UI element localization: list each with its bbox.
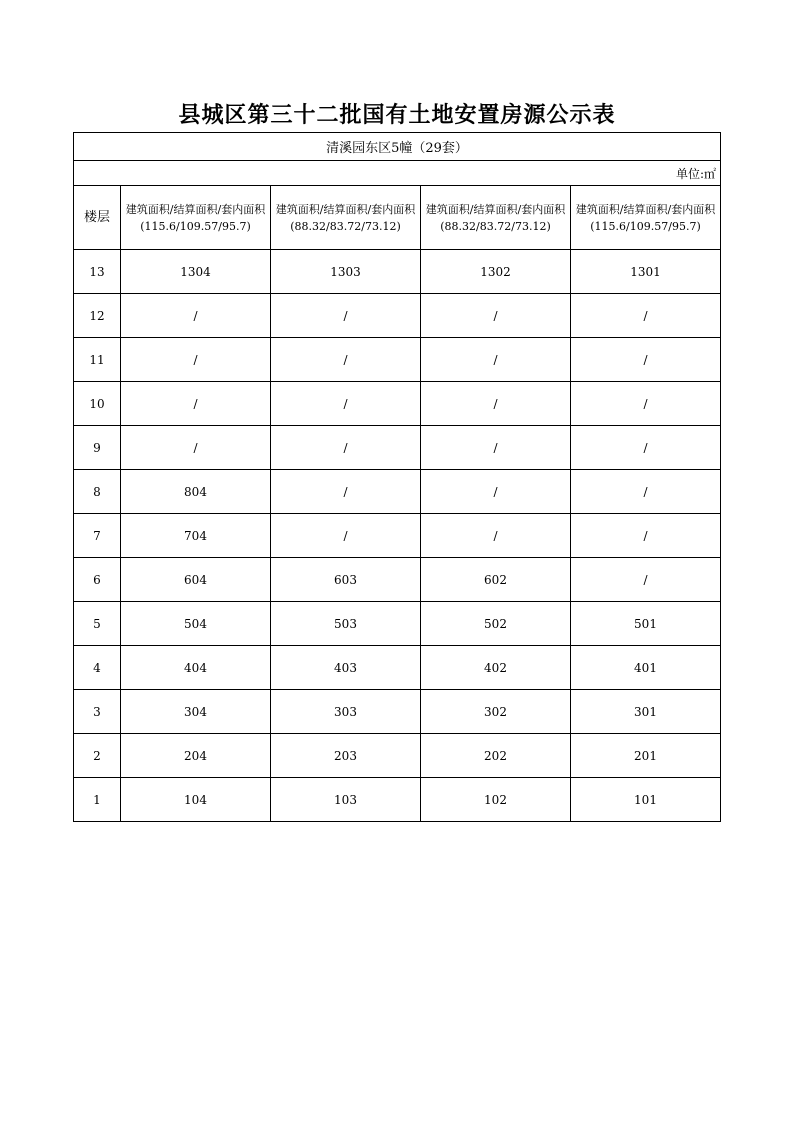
table-row bbox=[74, 294, 721, 338]
table-row bbox=[74, 734, 721, 778]
unit-cell: / bbox=[271, 426, 421, 470]
unit-cell: 103 bbox=[271, 778, 421, 822]
unit-cell: 602 bbox=[421, 558, 571, 602]
unit-cell: 404 bbox=[121, 646, 271, 690]
table-row bbox=[74, 602, 721, 646]
table-row bbox=[74, 426, 721, 470]
floor-cell: 13 bbox=[74, 250, 121, 294]
header-row bbox=[74, 186, 721, 250]
unit-cell: / bbox=[571, 382, 721, 426]
floor-cell: 5 bbox=[74, 602, 121, 646]
unit-cell: / bbox=[421, 294, 571, 338]
unit-cell: 504 bbox=[121, 602, 271, 646]
unit-cell: 804 bbox=[121, 470, 271, 514]
unit-cell: 101 bbox=[571, 778, 721, 822]
unit-cell: 203 bbox=[271, 734, 421, 778]
unit-cell: / bbox=[571, 514, 721, 558]
floor-header: 楼层 bbox=[74, 186, 121, 250]
unit-cell: / bbox=[121, 338, 271, 382]
floor-cell: 8 bbox=[74, 470, 121, 514]
unit-cell: 104 bbox=[121, 778, 271, 822]
unit-cell: 502 bbox=[421, 602, 571, 646]
unit-cell: 301 bbox=[571, 690, 721, 734]
table-row bbox=[74, 250, 721, 294]
table-row bbox=[74, 690, 721, 734]
floor-cell: 9 bbox=[74, 426, 121, 470]
unit-cell: 1304 bbox=[121, 250, 271, 294]
unit-cell: 501 bbox=[571, 602, 721, 646]
unit-label: 单位:㎡ bbox=[74, 161, 721, 186]
unit-cell: 1303 bbox=[271, 250, 421, 294]
unit-cell: / bbox=[271, 514, 421, 558]
unit-cell: / bbox=[571, 558, 721, 602]
unit-cell: 604 bbox=[121, 558, 271, 602]
unit-cell: 704 bbox=[121, 514, 271, 558]
housing-table bbox=[73, 132, 721, 822]
unit-cell: / bbox=[421, 382, 571, 426]
unit-cell: 402 bbox=[421, 646, 571, 690]
unit-cell: 303 bbox=[271, 690, 421, 734]
unit-cell: / bbox=[571, 294, 721, 338]
table-row bbox=[74, 778, 721, 822]
unit-cell: 1301 bbox=[571, 250, 721, 294]
column-header: 建筑面积/结算面积/套内面积(88.32/83.72/73.12) bbox=[271, 186, 421, 250]
table-row bbox=[74, 558, 721, 602]
floor-cell: 12 bbox=[74, 294, 121, 338]
unit-cell: / bbox=[571, 338, 721, 382]
unit-cell: 201 bbox=[571, 734, 721, 778]
unit-cell: 401 bbox=[571, 646, 721, 690]
page-title: 县城区第三十二批国有土地安置房源公示表 bbox=[178, 102, 616, 128]
unit-cell: 202 bbox=[421, 734, 571, 778]
unit-cell: / bbox=[421, 426, 571, 470]
unit-cell: 204 bbox=[121, 734, 271, 778]
unit-cell: / bbox=[421, 470, 571, 514]
floor-cell: 10 bbox=[74, 382, 121, 426]
floor-cell: 11 bbox=[74, 338, 121, 382]
column-header: 建筑面积/结算面积/套内面积(115.6/109.57/95.7) bbox=[571, 186, 721, 250]
unit-cell: / bbox=[271, 470, 421, 514]
column-header: 建筑面积/结算面积/套内面积(88.32/83.72/73.12) bbox=[421, 186, 571, 250]
floor-cell: 2 bbox=[74, 734, 121, 778]
unit-cell: / bbox=[271, 294, 421, 338]
unit-cell: / bbox=[421, 514, 571, 558]
unit-cell: 503 bbox=[271, 602, 421, 646]
unit-cell: / bbox=[121, 426, 271, 470]
floor-cell: 3 bbox=[74, 690, 121, 734]
unit-cell: / bbox=[571, 470, 721, 514]
table-row bbox=[74, 646, 721, 690]
column-header: 建筑面积/结算面积/套内面积(115.6/109.57/95.7) bbox=[121, 186, 271, 250]
table-row bbox=[74, 338, 721, 382]
table-row bbox=[74, 382, 721, 426]
table-row bbox=[74, 514, 721, 558]
building-subtitle: 清溪园东区5幢（29套） bbox=[74, 133, 721, 161]
unit-cell: / bbox=[121, 382, 271, 426]
unit-cell: / bbox=[421, 338, 571, 382]
floor-cell: 7 bbox=[74, 514, 121, 558]
unit-cell: / bbox=[571, 426, 721, 470]
unit-cell: / bbox=[121, 294, 271, 338]
unit-cell: 304 bbox=[121, 690, 271, 734]
table-row bbox=[74, 470, 721, 514]
unit-cell: 302 bbox=[421, 690, 571, 734]
floor-cell: 1 bbox=[74, 778, 121, 822]
unit-cell: 1302 bbox=[421, 250, 571, 294]
floor-cell: 6 bbox=[74, 558, 121, 602]
floor-cell: 4 bbox=[74, 646, 121, 690]
unit-cell: / bbox=[271, 382, 421, 426]
unit-cell: 102 bbox=[421, 778, 571, 822]
unit-cell: 603 bbox=[271, 558, 421, 602]
unit-cell: / bbox=[271, 338, 421, 382]
unit-cell: 403 bbox=[271, 646, 421, 690]
